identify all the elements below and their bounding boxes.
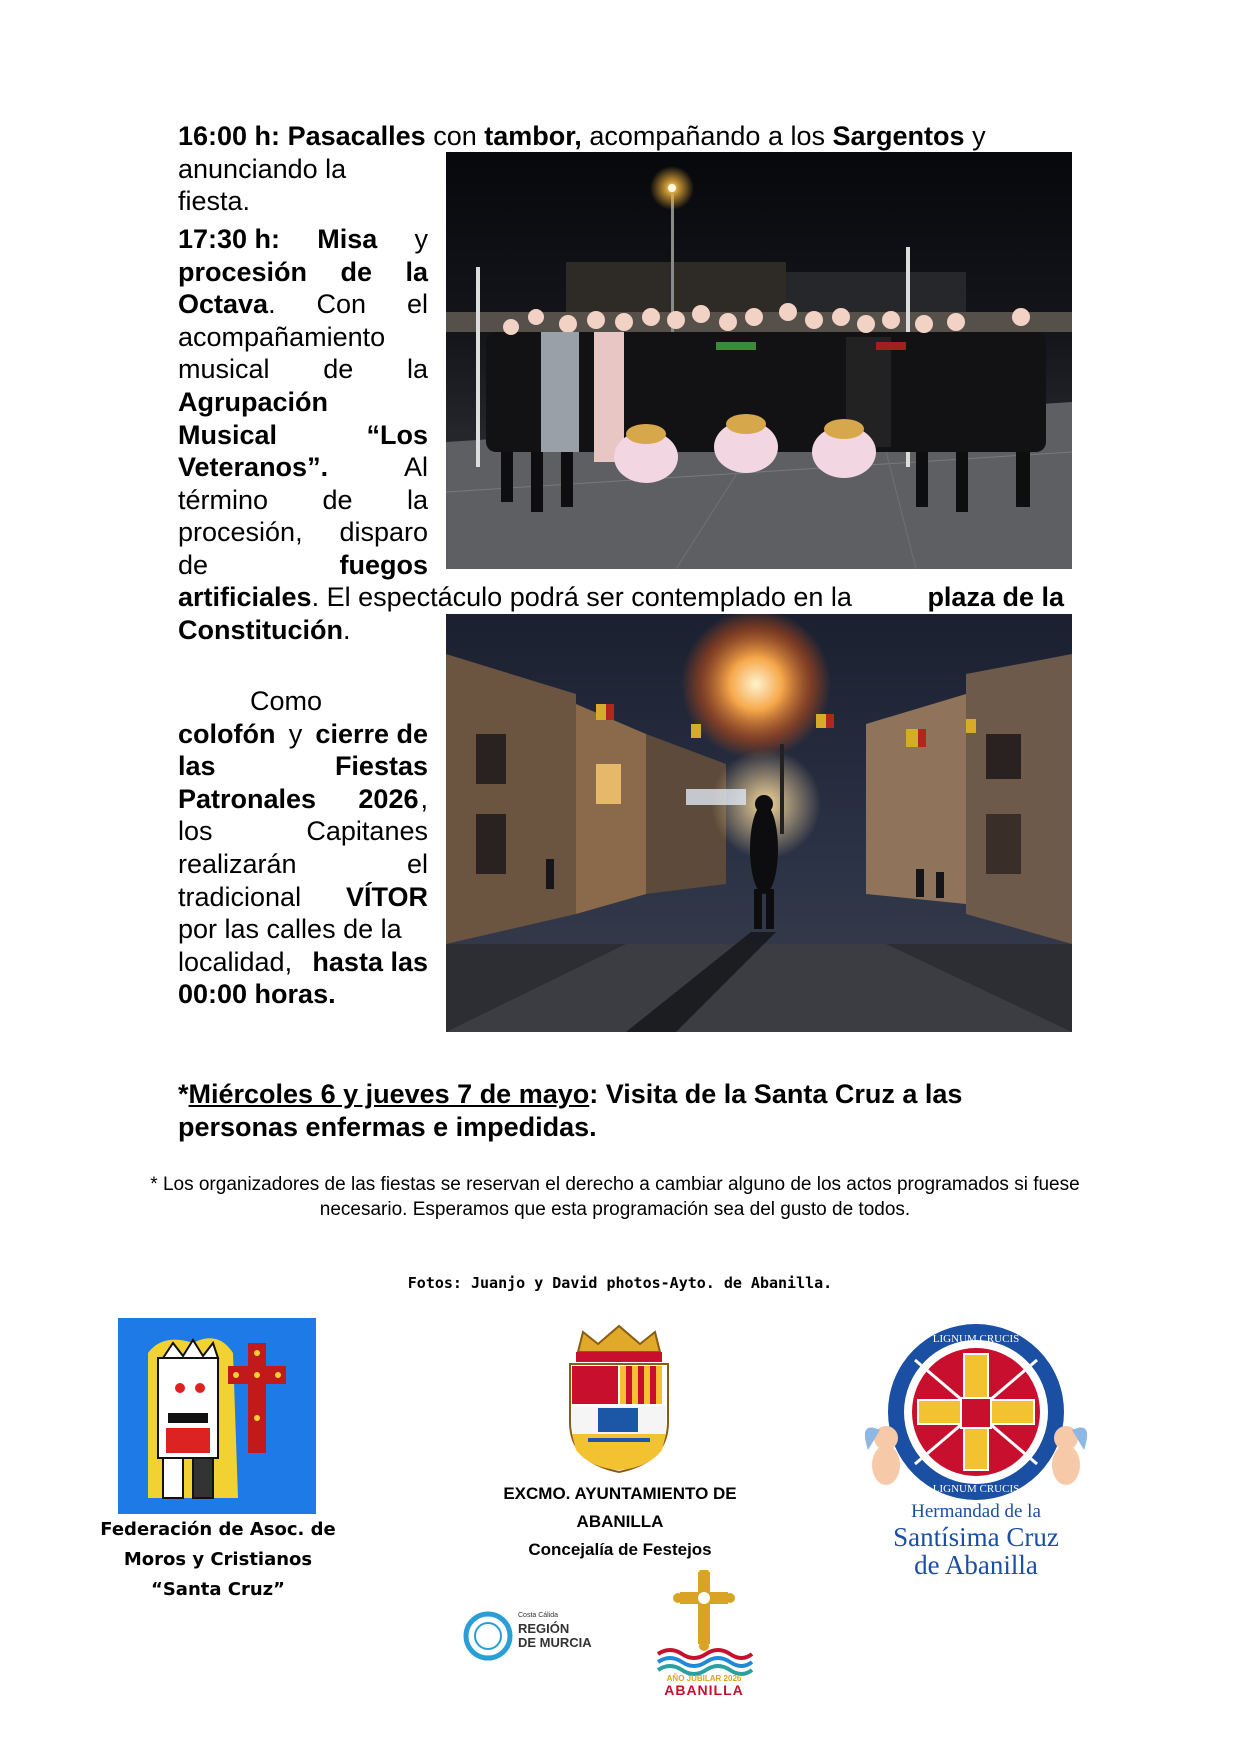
ayuntamiento-line-3: Concejalía de Festejos	[528, 1540, 712, 1559]
hermandad-line-1: Hermandad de la	[911, 1501, 1041, 1522]
anunciando-text: anunciando la	[178, 153, 347, 184]
text-accomp: acompañando a los	[589, 121, 825, 151]
procesion-disparo-text: procesión, disparo	[178, 517, 428, 548]
tambor-label: tambor,	[484, 121, 582, 151]
horas-label: 00:00 horas.	[178, 979, 336, 1010]
federacion-line-3: “Santa Cruz”	[151, 1579, 285, 1600]
acompanamiento-text: acompañamiento	[178, 321, 386, 352]
visita-dates: Miércoles 6 y jueves 7 de mayo	[188, 1079, 590, 1109]
region-line-2: DE MURCIA	[518, 1635, 592, 1650]
ayuntamiento-line-1: EXCMO. AYUNTAMIENTO DE	[503, 1484, 737, 1503]
tradicional-text: tradicional	[178, 881, 302, 912]
musical-de-la-text: musical de la	[178, 354, 428, 385]
fuegos-label: fuegos	[339, 549, 428, 580]
visita-santa-cruz	[178, 1078, 1058, 1144]
octava-label: Octava	[178, 289, 269, 320]
region-murcia-logo	[462, 1608, 610, 1664]
vitor-photo	[446, 614, 1072, 1032]
text-con: con	[433, 121, 477, 151]
como-text: Como	[250, 686, 323, 716]
los-capitanes-text: los Capitanes	[178, 816, 428, 847]
patronales-label: Patronales 2026	[178, 783, 419, 814]
visita-text: : Visita de la Santa Cruz a las personas enfermas e impedidas.	[178, 1079, 963, 1142]
text-y3: y	[288, 718, 303, 749]
cierre-label: cierre de	[315, 718, 428, 749]
pasacalles-label: Pasacalles	[287, 121, 426, 151]
asterisk: *	[178, 1079, 189, 1109]
federacion-line-1: Federación de Asoc. de	[100, 1519, 336, 1540]
ayuntamiento-caption	[460, 1480, 780, 1564]
text-y2: y	[414, 224, 428, 254]
artificiales-label: artificiales	[178, 582, 312, 612]
jubilar-text: ABANILLA	[664, 1682, 744, 1698]
realizaran-text: realizarán el	[178, 848, 428, 879]
espectaculo-text: . El espectáculo podrá ser contemplado en la	[311, 582, 852, 612]
localidad-text: localidad,	[178, 946, 293, 977]
constitucion-label: Constitución	[178, 614, 343, 645]
jubilar-small-text: AÑO JUBILAR 2026	[666, 1674, 742, 1683]
text-de: de	[178, 549, 209, 580]
text-y: y	[972, 121, 986, 151]
costa-calida-text: Costa Cálida	[518, 1612, 559, 1619]
hermandad-line-2: Santísima Cruz	[893, 1522, 1059, 1552]
jubilar-logo	[652, 1570, 756, 1698]
veteranos-label: Veteranos”.	[178, 452, 329, 483]
text-al: Al	[403, 452, 428, 483]
musical-los-label: Musical “Los	[178, 419, 428, 450]
hasta-label: hasta las	[312, 946, 428, 977]
text-comma: ,	[420, 783, 428, 814]
por-las-calles-text: por las calles de la	[178, 914, 402, 945]
colofon-label: colofón	[178, 718, 276, 749]
federacion-logo	[118, 1318, 316, 1514]
termino-text: término de la	[178, 484, 428, 515]
region-line-1: REGIÓN	[518, 1621, 570, 1636]
agrupacion-label: Agrupación	[178, 386, 329, 417]
ayuntamiento-line-2: ABANILLA	[576, 1512, 664, 1531]
photo-credit: Fotos: Juanjo y David photos-Ayto. de Abanilla.	[407, 1274, 833, 1292]
time-1600: 16:00 h:	[178, 121, 281, 151]
lignum-bottom-text: LIGNUM CRUCIS	[932, 1483, 1020, 1495]
time-1730: 17:30 h:	[178, 224, 281, 254]
fiesta-text: fiesta.	[178, 186, 251, 217]
federacion-caption	[90, 1515, 346, 1605]
group-photo	[446, 152, 1072, 569]
ayuntamiento-shield	[558, 1322, 680, 1474]
sargentos-label: Sargentos	[832, 121, 965, 151]
vitor-label: VÍTOR	[345, 881, 428, 912]
hermandad-caption	[860, 1501, 1092, 1579]
text-dot: .	[342, 614, 351, 645]
lignum-top-text: LIGNUM CRUCIS	[932, 1333, 1020, 1345]
organizers-note: * Los organizadores de las fiestas se reservan el derecho a cambiar alguno de los actos programados si fuese necesario. Esperamos que esta programación sea del gusto de todos.	[150, 1174, 1080, 1220]
vitor-paragraph	[178, 685, 428, 1011]
hermandad-line-3: de Abanilla	[914, 1550, 1038, 1580]
misa-label: Misa	[317, 224, 378, 254]
misa-paragraph: 17:30 h: Misa y procesión de la Octava. Con el acompañamiento musical de la Agrupación Musical “Los Veteranos”. Al término de la procesión, disparo de fuegos	[178, 224, 428, 580]
federacion-line-2: Moros y Cristianos	[123, 1549, 313, 1570]
plaza-label: plaza de la	[927, 582, 1064, 612]
procesion-label: procesión de la	[178, 256, 428, 287]
las-fiestas-label: las Fiestas	[178, 751, 428, 782]
